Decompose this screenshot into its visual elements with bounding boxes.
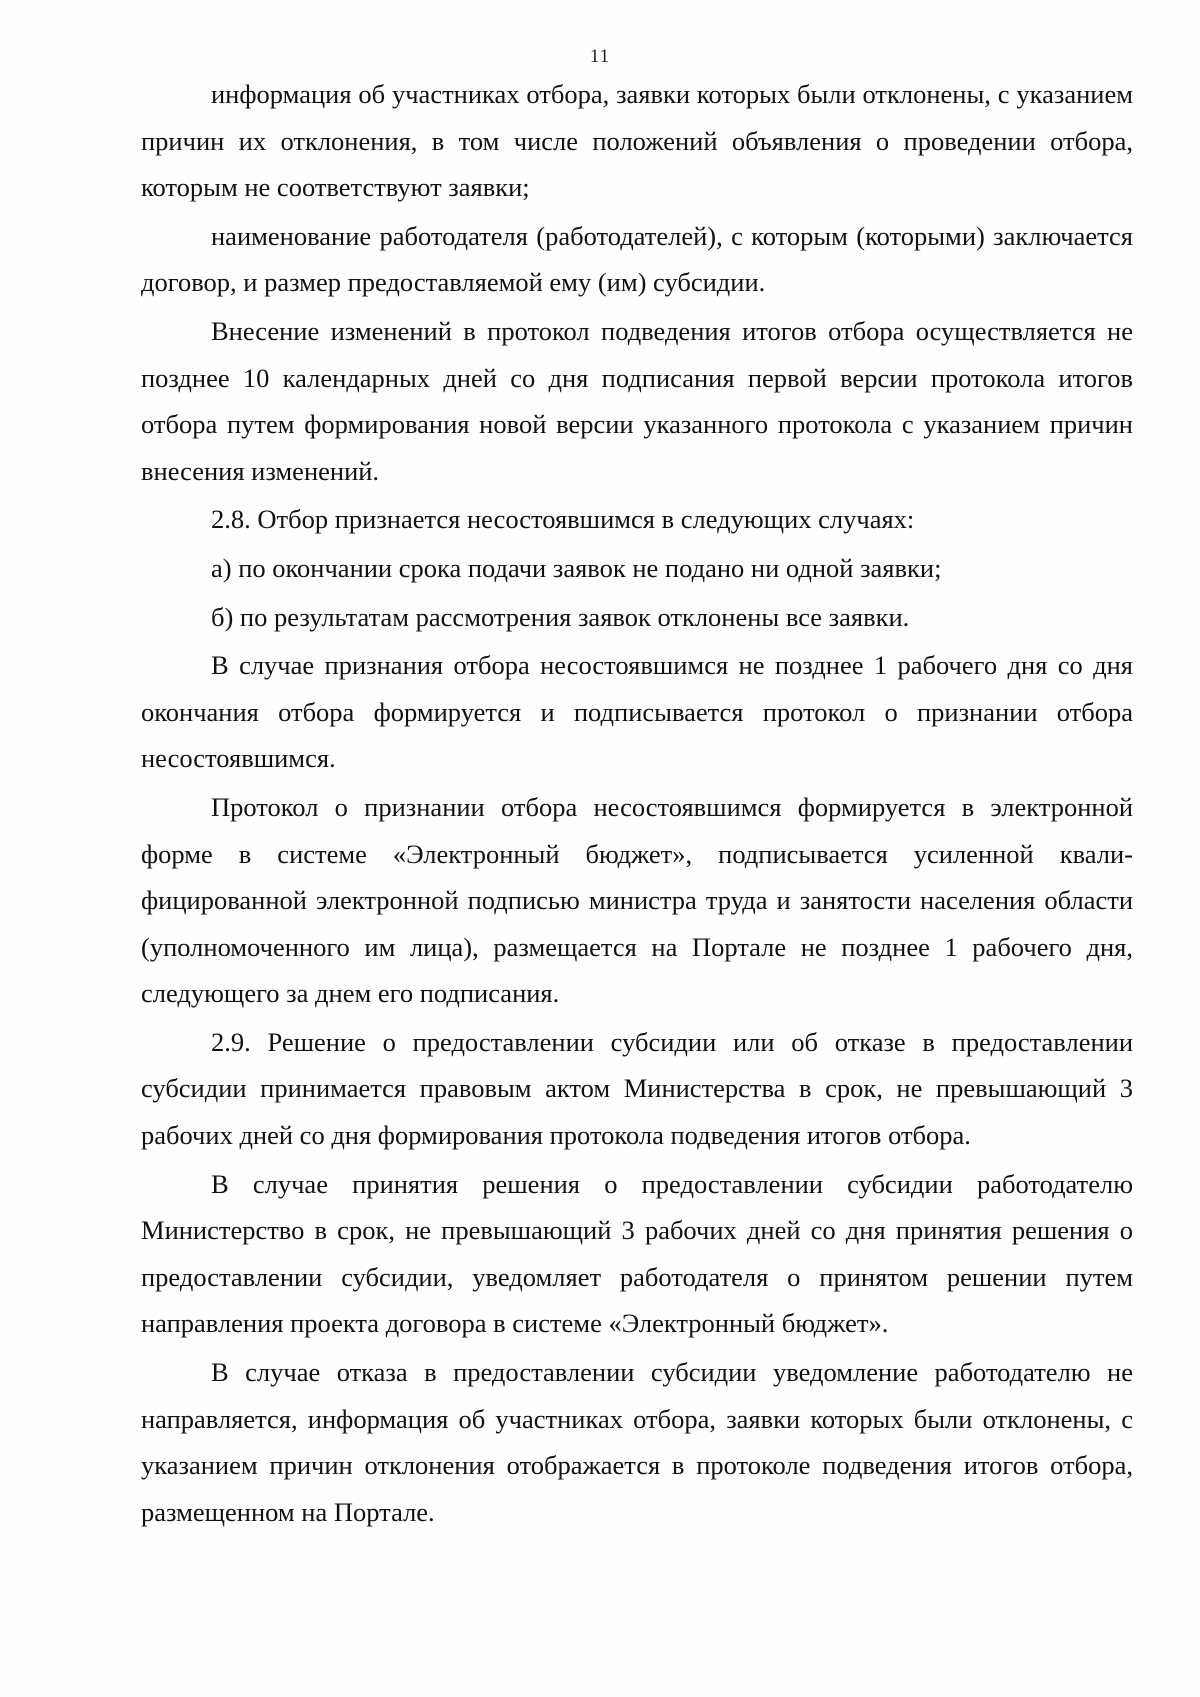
- paragraph-2-8: 2.8. Отбор признается несостоявшимся в следующих случаях:: [211, 504, 915, 535]
- paragraph-2-8-a: а) по окончании срока подачи заявок не подано ни одной заявки;: [211, 552, 942, 583]
- paragraph-refusal-decision: В случае отказа в предоставлении субсидии уведомление работодателю не направляется, информация об участниках отбора, заявки которых были отклонены, с указанием причин отклонения отображается в протоколе подведения итогов отбора, размещенном на Портале.: [141, 1357, 1133, 1527]
- paragraph-2-9: 2.9. Решение о предоставлении субсидии или об отказе в предоставлении субсидии принимается правовым актом Министерства в срок, не превышающий 3 рабочих дней со дня формирования протокола подведения итогов отбора.: [141, 1026, 1133, 1151]
- paragraph-rejected-participants-info: информация об участниках отбора, заявки которых были отклонены, с указанием причин их отклонения, в том числе положений объявления о проведении отбора, которым не соответствуют заявки;: [141, 79, 1133, 203]
- paragraph-2-8-b: б) по результатам рассмотрения заявок отклонены все заявки.: [211, 601, 910, 632]
- paragraph-protocol-changes: Внесение изменений в протокол подведения итогов отбора осуществляется не позднее 10 календарных дней со дня подписания первой версии протокола итогов отбора путем формирования новой версии указанного протокола с указанием причин внесения изменений.: [141, 315, 1133, 486]
- paragraph-employer-name: наименование работодателя (работодателей), с которым (которыми) заключается договор, и размер предоставляемой ему (им) субсидии.: [141, 220, 1133, 298]
- document-body: [141, 71, 1133, 1537]
- paragraph-grant-decision: В случае принятия решения о предоставлении субсидии работодателю Министерство в срок, не превышающий 3 рабочих дней со дня принятия решения о предоставлении субсидии, уведомляет работодателя о принятом решении путем направления проекта договора в системе «Электронный бюджет».: [141, 1168, 1133, 1339]
- page-number: 11: [589, 46, 611, 67]
- paragraph-failed-selection-protocol: В случае признания отбора несостоявшимся не позднее 1 рабочего дня со дня окончания отбора формируется и подписывается протокол о признании отбора несостоявшимся.: [141, 650, 1133, 774]
- paragraph-protocol-electronic-form: Протокол о признании отбора несостоявшимся формируется в электронной форме в системе «Электронный бюджет», подписывается усиленной квалифицированной электронной подписью министра труда и занятости населения области (уполномоченного им лица), размещается на Портале не позднее 1 рабочего дня, следующего за днем его подписания.: [141, 791, 1133, 1009]
